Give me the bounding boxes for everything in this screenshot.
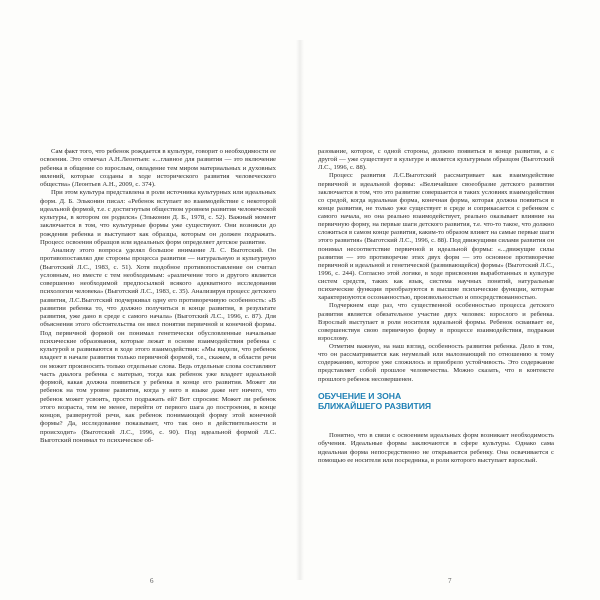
right-page-number: 7: [448, 577, 452, 585]
section-heading: [318, 391, 554, 411]
section-heading-line-1: ОБУЧЕНИЕ И ЗОНА: [318, 391, 402, 401]
right-paragraph-5: Понятно, что в связи с освоением идеальных форм возникает необходимость обучения. Идеальные формы заключаются в сфере культуры. Однако сама идеальная форма непосредственно не открывается ребенку. Она освачивается с помощью ее носителя или посредника, в роли которого выступает взрослый.: [318, 432, 554, 464]
right-page-text-top: [318, 148, 554, 384]
left-page-number: 6: [150, 577, 154, 585]
right-paragraph-1: разование, которое, с одной стороны, должно появиться в конце развития, а с другой — уже существует в культуре и является культурным образцом (Выготский Л.С., 1996, с. 88).: [318, 148, 554, 172]
right-paragraph-3: Подчеркнем еще раз, что существенной особенностью процесса детского развития является обязательное участие двух человек: взрослого и ребенка. Взрослый выступает в роли носителя идеальной формы. Ребенок осваивает ее, совершенствуя свою первичную форму в процессе взаимодействия, подражая взрослому.: [318, 302, 554, 342]
right-paragraph-2: Процесс развития Л.С.Выготский рассматривает как взаимодействие первичной и идеальной формы: «Величайшее своеобразие детского развития заключается в том, что это развитие совершается в таких условиях взаимодействия со средой, когда идеальная форма, конечная форма, которая должна появиться в конце развития, не только уже существует в среде и соприкасается с ребенком с самого начала, но она реально взаимодействует, реально оказывает влияние на первичную форму, на первые шаги детского развития, т.е. что-то такое, что должно сложиться в самом конце развития, каким-то образом влияет на самые первые шаги этого развития» (Выготский Л.С., 1996, с. 88). Под движущими силами развития он понимал несоответствие первичной и идеальной формы: «...движущие силы развития — это противоречие этих двух форм — это основное противоречие первичной и идеальной и генетической (развивающейся) формы» (Выготский Л.С., 1996, с. 244). Согласно этой логике, в ходе присвоения выработанных в культуре систем средств, таких как язык, система научных понятий, натуральные психические функции преобразуются в высшие психические функции, которые характеризуются осознанностью, произвольностью и опосредствованностью.: [318, 172, 554, 302]
section-heading-line-2: БЛИЖАЙШЕГО РАЗВИТИЯ: [318, 401, 432, 411]
left-paragraph-2: При этом культура представлена в роли источника культурных или идеальных форм. Д. Б. Эльконин писал: «Ребенок вступает во взаимодействие с некоторой идеальной формой, т.е. с достигнутым обществом уровнем развития человеческой культуры, в котором он родился» (Эльконин Д. Б., 1978, с. 52). Важный момент заключается в том, что культурные формы уже существуют. Они возникли до рождения ребенка и выступают как образцы, которым он должен подражать. Процесс освоения образцов или идеальных форм определяет детское развитие.: [40, 189, 276, 246]
left-page-text: [40, 148, 276, 445]
right-paragraph-4: Отметим важную, на наш взгляд, особенность развития ребенка. Дело в том, что он рассматривается как неумелый или малознающий по отношению к тому содержанию, которое уже сложилось и приобрело устойчивость. Это содержание представляет собой прошлое человечества. Можно сказать, что в контексте прошлого ребенок несовершенен.: [318, 343, 554, 383]
left-paragraph-3: Анализу этого вопроса уделял большое внимание Л. С. Выготский. Он противопоставлял две стороны процесса развития — натуральную и культурную (Выготский Л.С., 1983, с. 51). Хотя подобное противопоставление он считал условным, но вместе с тем необходимым: «различение того и другого является совершенно необходимой предпосылкой всякого адекватного исследования психологии человека» (Выготский Л.С., 1983, с. 35). Анализируя процесс детского развития, Л.С.Выготский подчеркивал одну его противоречивую особенность: «В развитии ребенка то, что должно получиться в конце развития, в результате развития, уже дано в среде с самого начала» (Выготский Л.С., 1996, с. 87). Для объяснения этого обстоятельства он ввел понятия первичной и конечной формы. Под первичной формой он понимал генетически обусловленные начальные психические образования, которые лежат в основе взаимодействия ребенка с культурой и развиваются в ходе этого взаимодействия: «Мы видели, что ребенок владеет в начале развития только первичной формой, т.е., скажем, в области речи он может произносить только отдельные слова. Ведь отдельные слова составляют часть диалога ребенка с матерью, тогда как ребенок уже владеет идеальной формой, какая должна появиться у ребенка в конце его развития. Может ли ребенок на том уровне развития, когда у него в языке даже нет ничего, что ребенок может усвоить, просто подражать ей? Вот спросим: Может ли ребенок этого возраста, тем не менее, перейти от первого шага до построения, в конце концов, развернутой речи, как ребенок понимающей форму этой конечной формы? Да, исследование показывает, что так оно в действительности и происходит» (Выготский Л.С., 1996, с. 90). Под идеальной формой Л.С. Выготский понимал то психическое об-: [40, 247, 276, 444]
left-paragraph-1: Сам факт того, что ребенок рождается в культуре, говорит о необходимости ее освоения. Это отмечал А.Н.Леонтьев: «...главное для развития — это включение ребенка в общение со взрослым, овладение тем миром материальных и духовных явлений, которые созданы в ходе исторического развития человеческого общества» (Леонтьев А.Н., 2009, с. 374).: [40, 148, 276, 188]
right-page-text-bottom: [318, 432, 554, 465]
